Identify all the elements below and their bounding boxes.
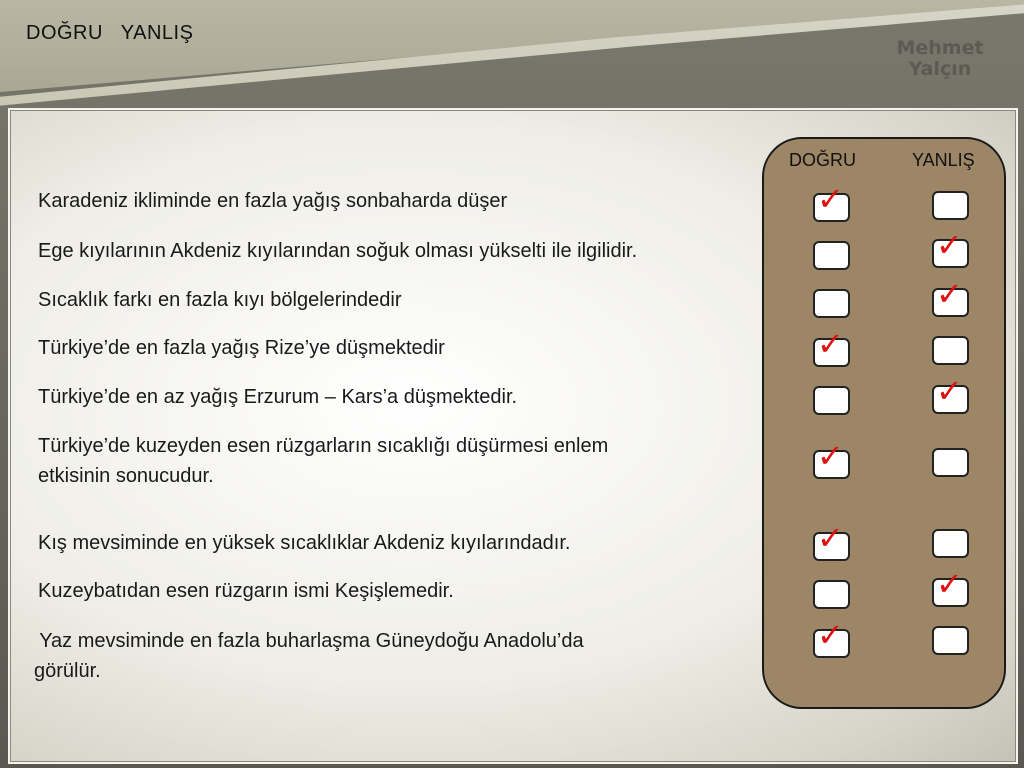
q2-yanlis-checkbox[interactable] (932, 226, 969, 268)
answer-column-panel (762, 137, 1006, 709)
check-icon: ✓ (817, 180, 844, 218)
question-9 (34, 626, 584, 686)
q7-yanlis-checkbox[interactable] (932, 529, 969, 558)
question-2: Ege kıyılarının Akdeniz kıyılarından soğuk olması yükselti ile ilgilidir. (38, 240, 638, 262)
check-icon: ✓ (817, 437, 844, 475)
q3-yanlis-checkbox[interactable] (932, 275, 969, 317)
q1-dogru-checkbox[interactable] (813, 180, 850, 222)
q3-dogru-checkbox[interactable] (813, 289, 850, 318)
question-1: Karadeniz ikliminde en fazla yağış sonbaharda düşer (38, 190, 508, 212)
question-8: Kuzeybatıdan esen rüzgarın ismi Keşişlemedir. (38, 580, 454, 602)
q4-yanlis-checkbox[interactable] (932, 336, 969, 365)
question-9-line-2: görülür. (34, 660, 101, 682)
question-7: Kış mevsiminde en yüksek sıcaklıklar Akdeniz kıyılarındadır. (38, 532, 571, 554)
q9-dogru-checkbox[interactable] (813, 616, 850, 658)
question-9-line-1: Yaz mevsiminde en fazla buharlaşma Güneydoğu Anadolu’da (34, 630, 584, 652)
q5-yanlis-checkbox[interactable] (932, 372, 969, 414)
check-icon: ✓ (936, 226, 963, 264)
check-icon: ✓ (817, 616, 844, 654)
q9-yanlis-checkbox[interactable] (932, 626, 969, 655)
check-icon: ✓ (936, 565, 963, 603)
check-icon: ✓ (936, 275, 963, 313)
q6-yanlis-checkbox[interactable] (932, 448, 969, 477)
question-6 (38, 431, 608, 491)
author-logo (880, 38, 1000, 81)
question-3: Sıcaklık farkı en fazla kıyı bölgelerindedir (38, 289, 402, 311)
question-5: Türkiye’de en az yağış Erzurum – Kars’a düşmektedir. (38, 386, 518, 408)
q2-dogru-checkbox[interactable] (813, 241, 850, 270)
check-icon: ✓ (817, 325, 844, 363)
q1-yanlis-checkbox[interactable] (932, 191, 969, 220)
q4-dogru-checkbox[interactable] (813, 325, 850, 367)
dogru-column-header: DOĞRU (789, 150, 856, 170)
check-icon: ✓ (936, 372, 963, 410)
check-icon: ✓ (817, 519, 844, 557)
question-6-line-1: Türkiye’de kuzeyden esen rüzgarların sıcaklığı düşürmesi enlem (38, 435, 609, 457)
question-6-line-2: etkisinin sonucudur. (38, 465, 214, 487)
q7-dogru-checkbox[interactable] (813, 519, 850, 561)
question-4: Türkiye’de en fazla yağış Rize’ye düşmektedir (38, 337, 445, 359)
logo-line-2: Yalçın (908, 58, 972, 81)
yanlis-column-header: YANLIŞ (912, 150, 975, 170)
q8-yanlis-checkbox[interactable] (932, 565, 969, 607)
page-title: DOĞRU YANLIŞ (26, 22, 194, 44)
q5-dogru-checkbox[interactable] (813, 386, 850, 415)
q6-dogru-checkbox[interactable] (813, 437, 850, 479)
q8-dogru-checkbox[interactable] (813, 580, 850, 609)
logo-line-1: Mehmet (896, 37, 984, 59)
